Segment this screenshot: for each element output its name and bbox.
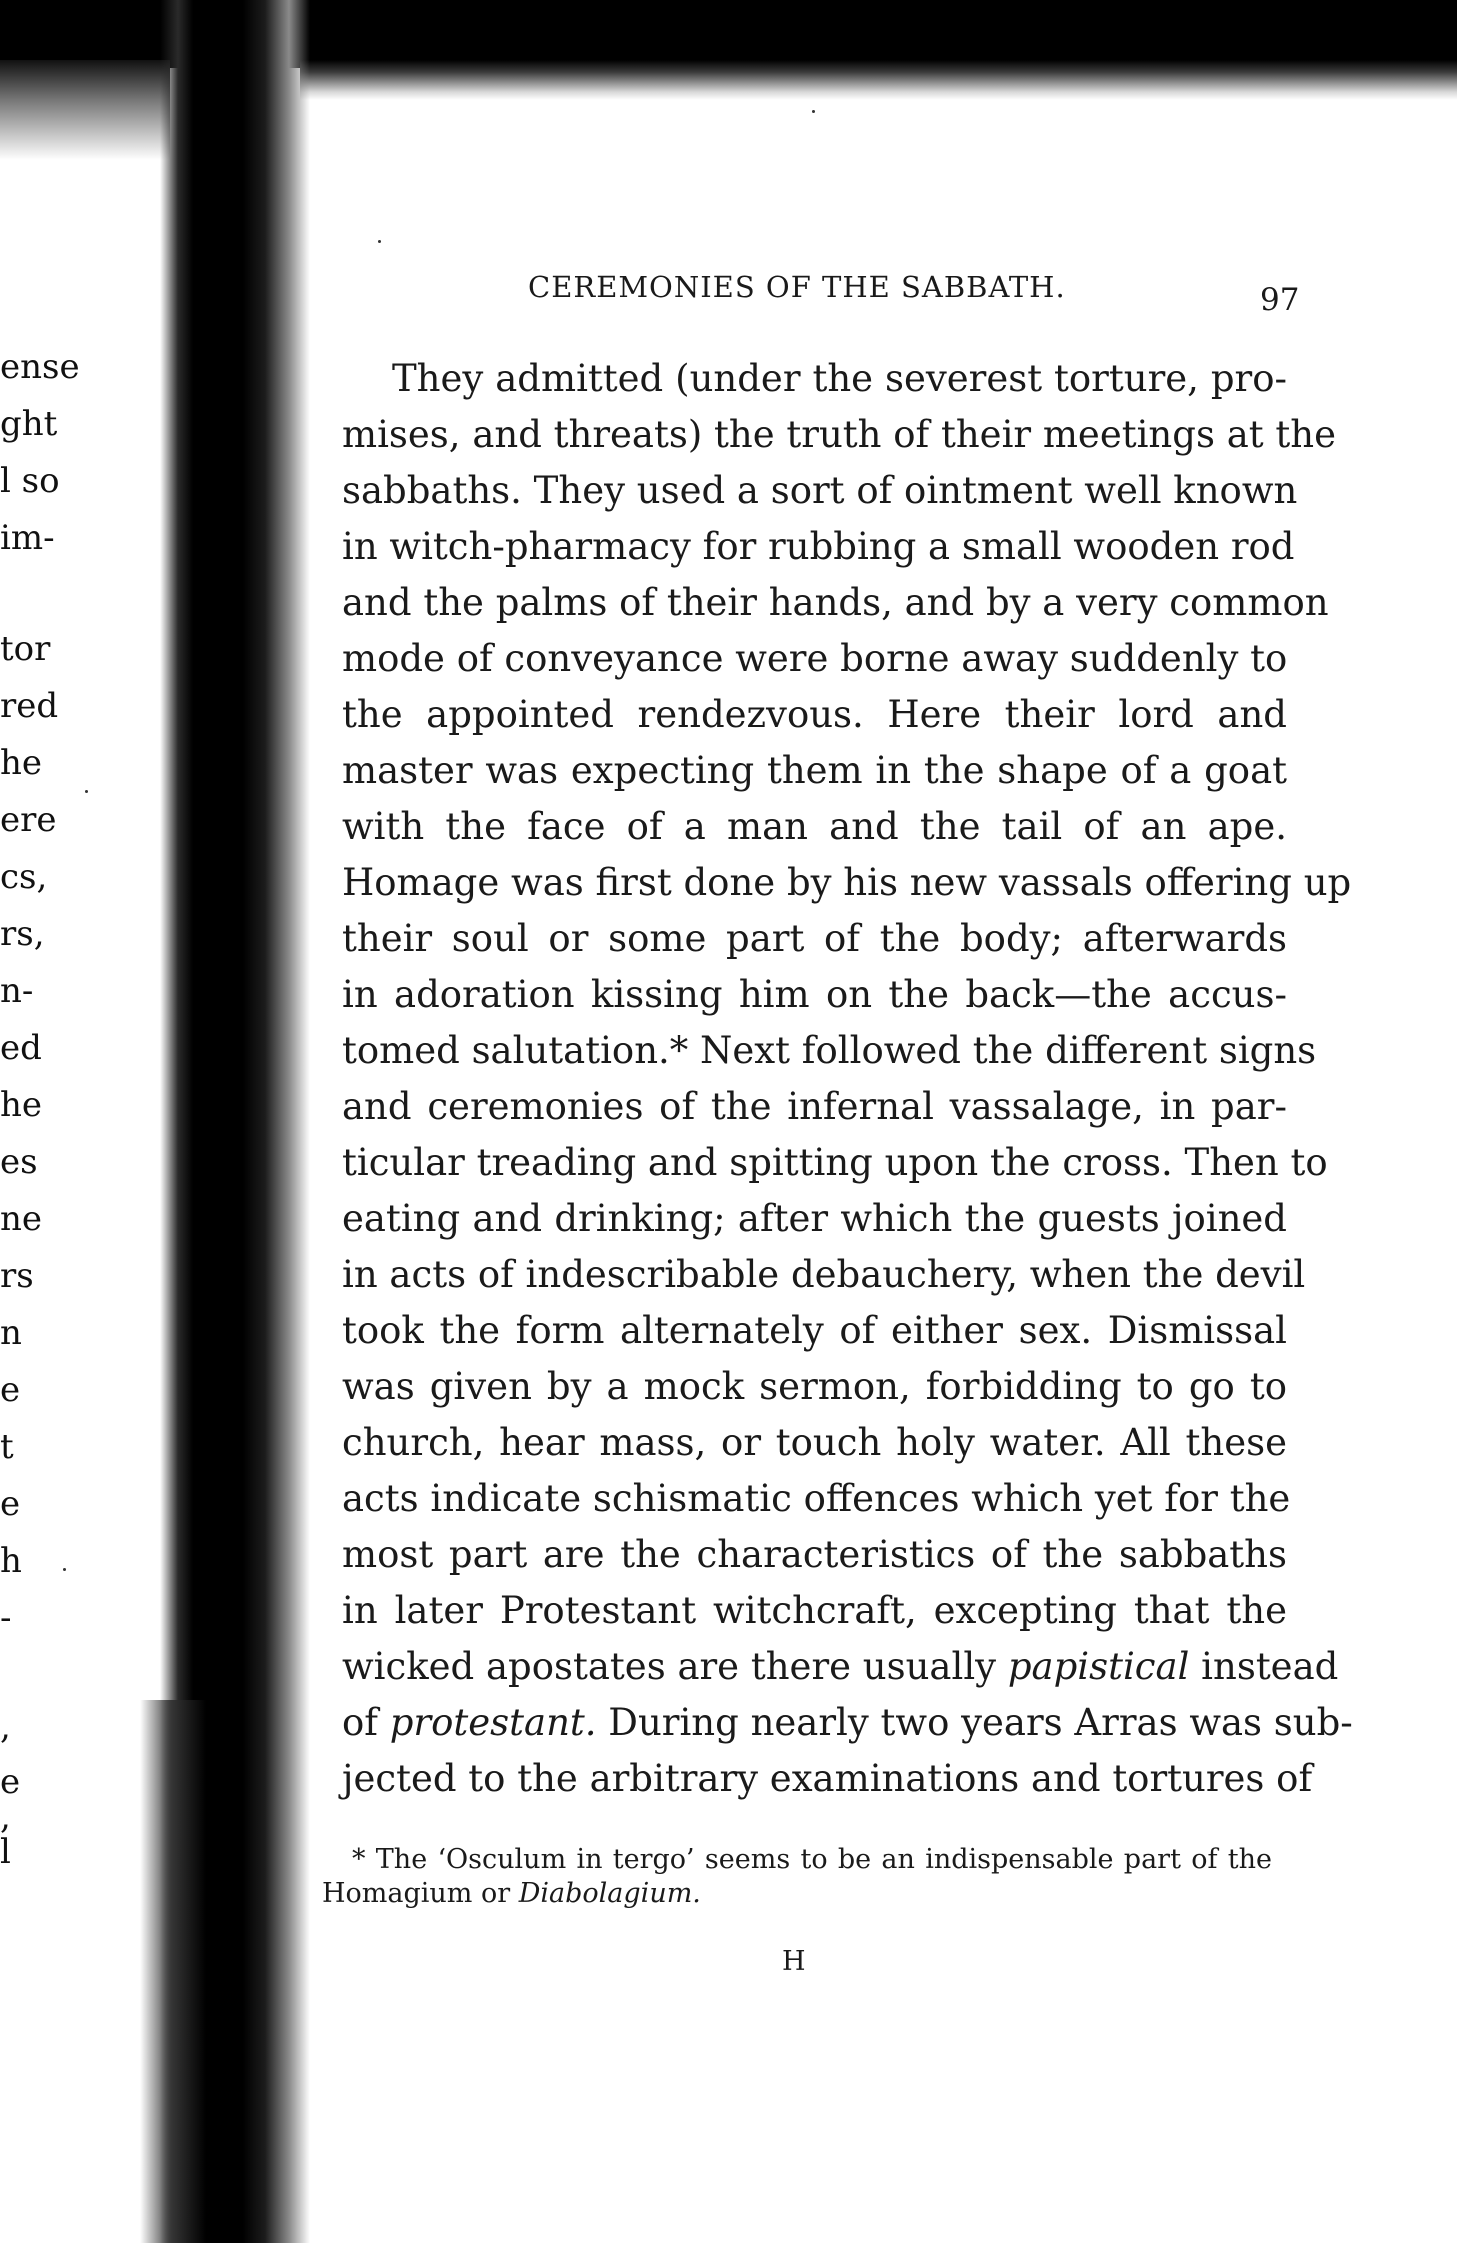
left-fragment: red bbox=[0, 686, 59, 726]
left-fragment: l bbox=[0, 1832, 11, 1872]
text-line: was given by a mock sermon, forbidding to go to bbox=[342, 1365, 1287, 1408]
book-gutter-shadow-lower bbox=[140, 1700, 250, 2243]
text-line: mode of conveyance were borne away suddenly to bbox=[342, 637, 1288, 680]
text-line: They admitted (under the severest torture, pro- bbox=[392, 357, 1287, 400]
signature-mark: H bbox=[782, 1946, 806, 1977]
left-fragment: l so bbox=[0, 461, 60, 501]
left-fragment: e bbox=[0, 1370, 21, 1410]
text-line: jected to the arbitrary examinations and tortures of bbox=[342, 1757, 1313, 1800]
left-fragment: tor bbox=[0, 629, 51, 669]
scan-top-fade bbox=[300, 60, 1457, 100]
left-fragment: ne bbox=[0, 1199, 43, 1239]
text-line: the appointed rendezvous. Here their lord and bbox=[342, 693, 1287, 736]
left-fragment: t bbox=[0, 1427, 14, 1467]
text-line: ticular treading and spitting upon the cross. Then to bbox=[342, 1141, 1328, 1184]
scan-speck bbox=[812, 110, 815, 113]
left-fragment: es bbox=[0, 1142, 38, 1182]
left-fragment: n bbox=[0, 1313, 22, 1353]
left-fragment: rs, bbox=[0, 914, 45, 954]
left-fragment: im- bbox=[0, 518, 55, 558]
italic-word: Diabolagium. bbox=[518, 1878, 701, 1909]
left-fragment: ense bbox=[0, 347, 80, 387]
text-line: took the form alternately of either sex. Dismissal bbox=[342, 1309, 1287, 1352]
text-run: Homagium or bbox=[322, 1878, 519, 1909]
italic-word: protestant. bbox=[389, 1701, 597, 1744]
left-fragment: he bbox=[0, 1085, 43, 1125]
left-fragment: he bbox=[0, 743, 43, 783]
text-line: sabbaths. They used a sort of ointment well known bbox=[342, 469, 1298, 512]
text-line: eating and drinking; after which the guests joined bbox=[342, 1197, 1287, 1240]
scan-speck bbox=[85, 790, 88, 793]
italic-word: papistical bbox=[1007, 1645, 1190, 1688]
text-line: master was expecting them in the shape of a goat bbox=[342, 749, 1287, 792]
page-number: 97 bbox=[1260, 282, 1300, 318]
left-fragment: , bbox=[0, 1707, 11, 1747]
text-run: instead bbox=[1189, 1645, 1339, 1688]
text-run: During nearly two years Arras was sub- bbox=[596, 1701, 1353, 1744]
footnote-line bbox=[322, 1880, 1272, 1907]
left-fragment: h bbox=[0, 1541, 22, 1581]
left-fragment: - bbox=[0, 1598, 12, 1638]
text-line: their soul or some part of the body; afterwards bbox=[342, 917, 1287, 960]
footnote-line: * The ‘Osculum in tergo’ seems to be an indispensable part of the bbox=[352, 1844, 1272, 1875]
left-fragment: ght bbox=[0, 404, 58, 444]
text-run: of bbox=[342, 1701, 390, 1744]
text-line bbox=[342, 1645, 1339, 1688]
text-line: Homage was first done by his new vassals offering up bbox=[342, 861, 1352, 904]
text-run: wicked apostates are there usually bbox=[342, 1645, 1008, 1688]
text-line: and ceremonies of the infernal vassalage, in par- bbox=[342, 1085, 1287, 1128]
text-line: mises, and threats) the truth of their meetings at the bbox=[342, 413, 1336, 456]
left-fragment: e bbox=[0, 1762, 21, 1802]
text-line: tomed salutation.* Next followed the different signs bbox=[342, 1029, 1317, 1072]
text-line bbox=[342, 1701, 1353, 1744]
text-line: in witch-pharmacy for rubbing a small wooden rod bbox=[342, 525, 1295, 568]
text-line: acts indicate schismatic offences which yet for the bbox=[342, 1477, 1291, 1520]
left-fragment: cs, bbox=[0, 857, 48, 897]
text-line: church, hear mass, or touch holy water. All these bbox=[342, 1421, 1287, 1464]
left-fragment: n- bbox=[0, 971, 34, 1011]
text-line: most part are the characteristics of the sabbaths bbox=[342, 1533, 1287, 1576]
left-fragment: ere bbox=[0, 800, 57, 840]
scan-speck bbox=[378, 240, 381, 243]
text-line: in later Protestant witchcraft, excepting that the bbox=[342, 1589, 1287, 1632]
text-line: in adoration kissing him on the back—the accus- bbox=[342, 973, 1287, 1016]
scan-corner-shadow bbox=[0, 60, 170, 160]
left-fragment: rs bbox=[0, 1256, 34, 1296]
text-line: and the palms of their hands, and by a very common bbox=[342, 581, 1329, 624]
running-head: CEREMONIES OF THE SABBATH. bbox=[528, 270, 1066, 304]
left-fragment: , bbox=[0, 1797, 11, 1837]
left-fragment: e bbox=[0, 1484, 21, 1524]
left-fragment: ed bbox=[0, 1028, 42, 1068]
text-line: with the face of a man and the tail of an ape. bbox=[342, 805, 1287, 848]
text-line: in acts of indescribable debauchery, when the devil bbox=[342, 1253, 1306, 1296]
